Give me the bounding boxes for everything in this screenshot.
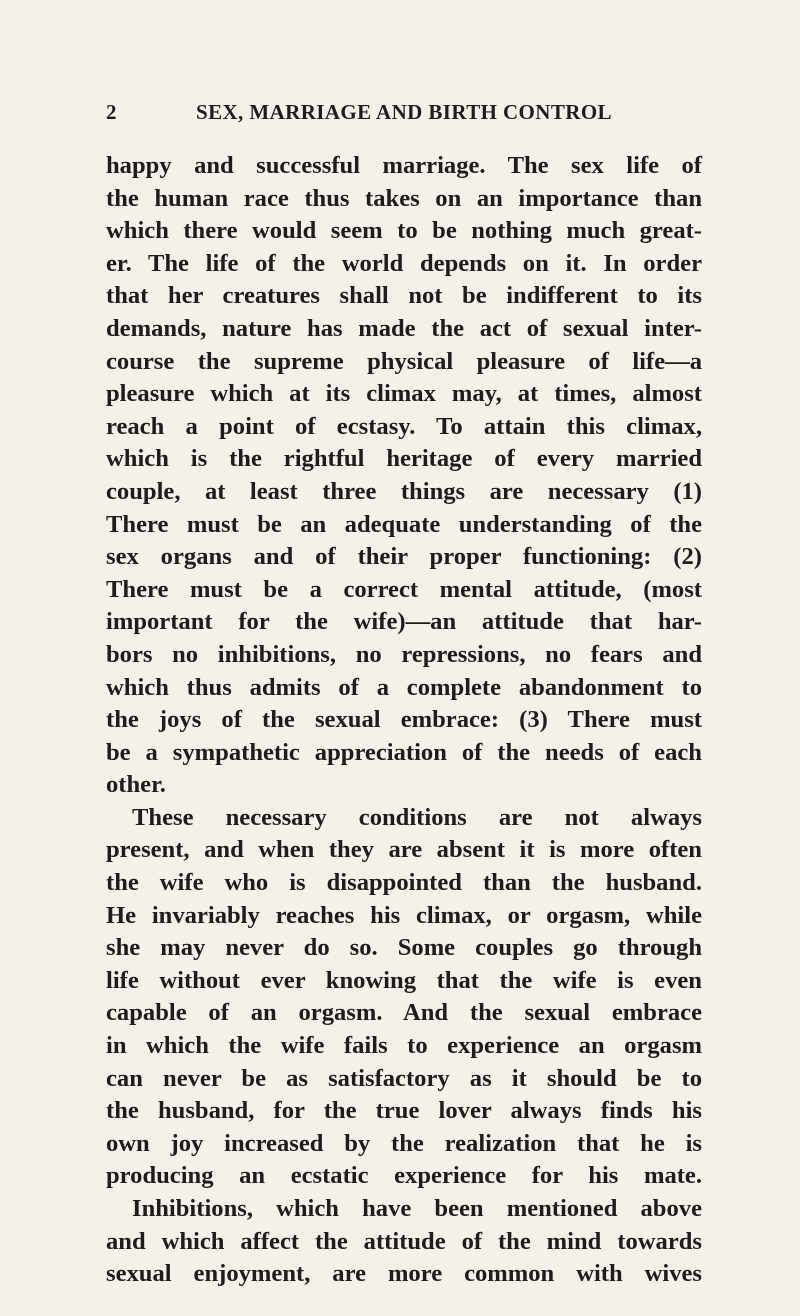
text-line: the human race thus takes on an importance than <box>106 184 702 212</box>
text-line: in which the wife fails to experience an orgasm <box>106 1032 702 1060</box>
text-line: the husband, for the true lover always finds his <box>106 1097 702 1125</box>
text-line: sexual enjoyment, are more common with wives <box>106 1260 702 1288</box>
text-line: she may never do so. Some couples go through <box>106 934 702 962</box>
text-line: He invariably reaches his climax, or orgasm, while <box>106 901 702 929</box>
text-line: other. <box>106 771 166 799</box>
text-line: bors no inhibitions, no repressions, no fears and <box>106 640 702 668</box>
text-line: These necessary conditions are not always <box>132 803 702 831</box>
text-line: which there would seem to be nothing much great- <box>106 217 702 245</box>
text-line: er. The life of the world depends on it. In order <box>106 249 702 277</box>
text-line: life without ever knowing that the wife is even <box>106 966 702 994</box>
text-line: which thus admits of a complete abandonment to <box>106 673 702 701</box>
body-text <box>106 150 702 1291</box>
text-line: capable of an orgasm. And the sexual embrace <box>106 999 702 1027</box>
text-line: pleasure which at its climax may, at times, almost <box>106 380 702 408</box>
text-line: be a sympathetic appreciation of the needs of each <box>106 738 702 766</box>
text-line: own joy increased by the realization that he is <box>106 1129 702 1157</box>
running-head <box>106 100 666 136</box>
text-line: the joys of the sexual embrace: (3) There must <box>106 706 702 734</box>
text-line: demands, nature has made the act of sexual inter- <box>106 314 702 342</box>
text-line: important for the wife)—an attitude that har- <box>106 608 702 636</box>
text-line: which is the rightful heritage of every married <box>106 445 702 473</box>
text-line: reach a point of ecstasy. To attain this climax, <box>106 412 702 440</box>
text-line: producing an ecstatic experience for his mate. <box>106 1162 702 1190</box>
text-line: couple, at least three things are necessary (1) <box>106 477 702 505</box>
text-line: that her creatures shall not be indifferent to its <box>106 282 702 310</box>
page-number: 2 <box>106 100 117 124</box>
text-line: Inhibitions, which have been mentioned above <box>132 1195 702 1222</box>
text-line: can never be as satisfactory as it should be to <box>106 1064 702 1092</box>
text-line: There must be a correct mental attitude, (most <box>106 575 702 603</box>
text-line: sex organs and of their proper functioning: (2) <box>106 543 702 571</box>
running-head-title: SEX, MARRIAGE AND BIRTH CONTROL <box>196 100 612 124</box>
text-line: There must be an adequate understanding of the <box>106 510 702 538</box>
text-line: present, and when they are absent it is more often <box>106 836 702 864</box>
text-line: course the supreme physical pleasure of life—a <box>106 347 702 375</box>
text-line: the wife who is disappointed than the husband. <box>106 869 702 897</box>
text-line: happy and successful marriage. The sex life of <box>106 152 702 179</box>
text-line: and which affect the attitude of the mind towards <box>106 1227 702 1255</box>
